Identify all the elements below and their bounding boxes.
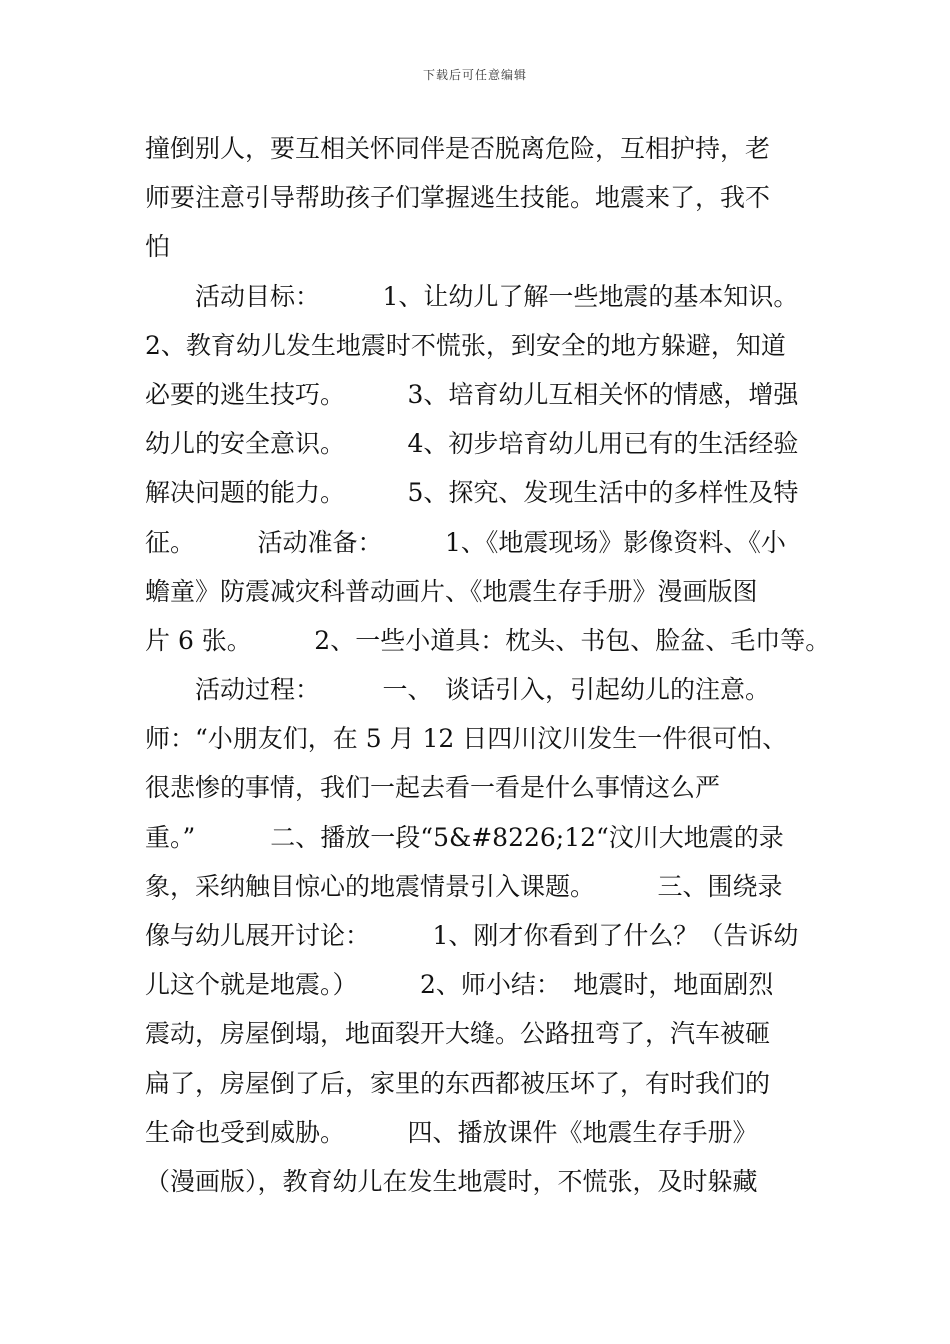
text-line: 蟾童》防震减灾科普动画片、《地震生存手册》漫画版图	[145, 576, 758, 606]
document-body	[145, 124, 831, 1206]
page-header: 下载后可任意编辑	[422, 68, 527, 82]
text-line: 2、教育幼儿发生地震时不慌张，到安全的地方躲避，知道	[145, 330, 786, 360]
text-line: 象，采纳触目惊心的地震情景引入课题。 三、围绕录	[145, 871, 783, 901]
text-line: 怕	[145, 232, 171, 262]
text-line: 师要注意引导帮助孩子们掌握逃生技能。地震来了，我不	[145, 183, 771, 213]
text-line: 儿这个就是地震。） 2、师小结： 地震时，地面剧烈	[145, 970, 774, 1000]
text-line: 活动过程： 一、 谈话引入，引起幼儿的注意。	[145, 675, 771, 705]
text-line: 很悲惨的事情，我们一起去看一看是什么事情这么严	[145, 773, 721, 803]
text-line: 震动，房屋倒塌，地面裂开大缝。公路扭弯了，汽车被砸	[145, 1019, 771, 1049]
text-line: 扁了，房屋倒了后，家里的东西都被压坏了，有时我们的	[145, 1068, 771, 1098]
text-line: 活动目标： 1、让幼儿了解一些地震的基本知识。	[145, 281, 799, 311]
text-line: 征。 活动准备： 1、《地震现场》影像资料、《小	[145, 527, 786, 557]
text-line: 片 6 张。 2、一些小道具：枕头、书包、脸盆、毛巾等。	[145, 625, 831, 655]
text-line: 撞倒别人，要互相关怀同伴是否脱离危险，互相护持，老	[145, 134, 771, 163]
text-line: 师：“小朋友们，在 5 月 12 日四川汶川发生一件很可怕、	[145, 724, 788, 754]
text-line: 必要的逃生技巧。 3、培育幼儿互相关怀的情感，增强	[145, 379, 799, 409]
text-line: 解决问题的能力。 5、探究、发现生活中的多样性及特	[145, 478, 799, 508]
text-line: 幼儿的安全意识。 4、初步培育幼儿用已有的生活经验	[145, 429, 799, 459]
text-line: （漫画版），教育幼儿在发生地震时，不慌张，及时躲藏	[145, 1166, 758, 1196]
text-line: 像与幼儿展开讨论： 1、刚才你看到了什么？（告诉幼	[145, 921, 799, 950]
text-line: 重。” 二、播放一段“5&#8226;12“汶川大地震的录	[145, 822, 784, 852]
text-line: 生命也受到威胁。 四、播放课件《地震生存手册》	[145, 1117, 758, 1147]
